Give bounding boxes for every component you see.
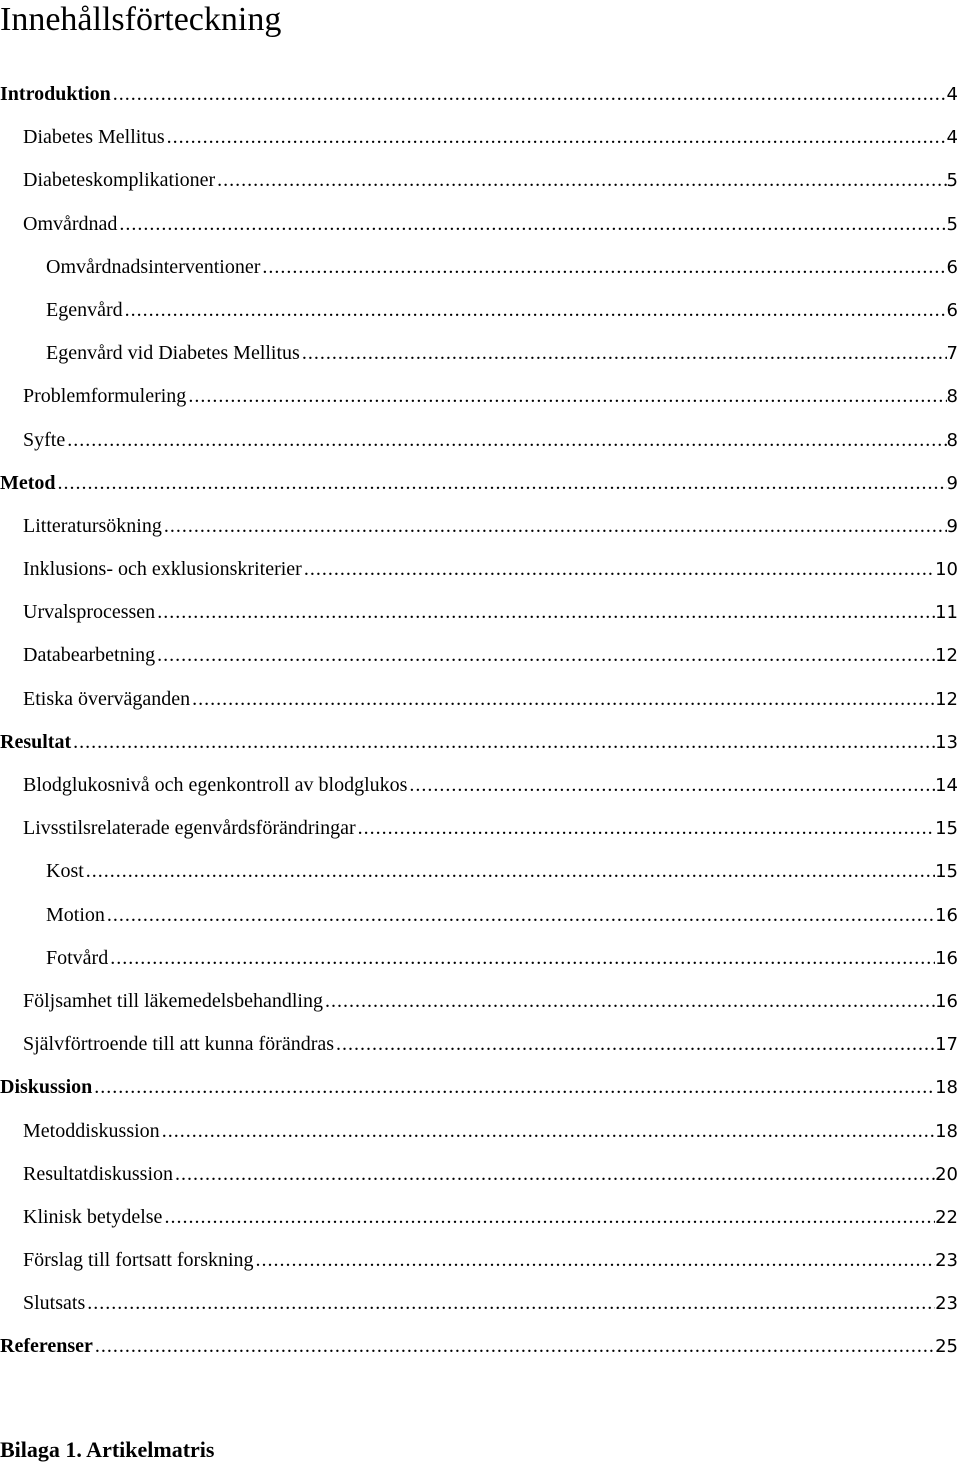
toc-entry-page-number[interactable]: 25 [935,1336,958,1358]
toc-entry-page-number[interactable]: 12 [935,645,958,667]
appendix-heading: Bilaga 1. Artikelmatris [0,1437,215,1462]
toc-entry-title[interactable]: Egenvård vid Diabetes Mellitus [46,342,300,365]
toc-entry-title[interactable]: Livsstilsrelaterade egenvårdsförändringar [23,817,356,840]
toc-dot-leader [173,1153,935,1196]
toc-entry[interactable] [0,807,960,850]
toc-entry[interactable] [0,116,960,159]
toc-entry-title[interactable]: Blodglukosnivå och egenkontroll av blodglukos [23,774,408,796]
toc-entry-page-number[interactable]: 13 [935,731,958,753]
toc-entry-title[interactable]: Etiska överväganden [23,687,191,710]
toc-entry-title[interactable]: Inklusions- och exklusionskriterier [23,558,302,581]
toc-entry[interactable] [0,332,960,375]
toc-entry-page-number[interactable]: 16 [935,947,958,969]
toc-dot-leader [85,1282,935,1325]
toc-entry-page-number[interactable]: 20 [935,1163,958,1185]
toc-entry[interactable] [0,73,960,116]
toc-entry-title[interactable]: Diabetes Mellitus [23,126,165,149]
toc-entry-title[interactable]: Slutsats [23,1292,86,1315]
toc-entry-title[interactable]: Problemformulering [23,385,187,408]
toc-entry[interactable] [0,375,960,418]
toc-entry[interactable] [0,1110,960,1153]
toc-entry[interactable] [0,246,960,289]
toc-entry[interactable] [0,678,960,721]
toc-entry-page-number[interactable]: 10 [935,559,958,581]
toc-dot-leader [105,894,935,937]
toc-entry-page-number[interactable]: 18 [935,1120,958,1142]
toc-dot-leader [92,1066,935,1109]
toc-entry-page-number[interactable]: 9 [946,472,958,494]
toc-dot-leader [186,375,946,418]
toc-entry-page-number[interactable]: 23 [935,1293,958,1315]
toc-entry-page-number[interactable]: 8 [946,386,958,408]
toc-entry-title[interactable]: Urvalsprocessen [23,601,156,624]
toc-dot-leader [356,807,935,850]
toc-entry-page-number[interactable]: 7 [946,343,958,365]
toc-entry-page-number[interactable]: 22 [935,1206,958,1228]
toc-entry-title[interactable]: Fotvård [46,946,109,969]
toc-entry-title[interactable]: Följsamhet till läkemedelsbehandling [23,989,323,1012]
toc-entry-title[interactable]: Diskussion [0,1076,93,1099]
toc-entry[interactable] [0,1239,960,1282]
toc-dot-leader [56,462,947,505]
toc-dot-leader [71,721,935,764]
page-title: Innehållsförteckning [0,1,282,38]
toc-dot-leader [93,1325,935,1368]
toc-entry[interactable] [0,548,960,591]
toc-entry[interactable] [0,203,960,246]
toc-entry-page-number[interactable]: 14 [935,775,958,796]
toc-entry-title[interactable]: Klinisk betydelse [23,1205,163,1228]
toc-dot-leader [155,591,935,634]
toc-entry-page-number[interactable]: 5 [946,213,958,235]
toc-entry-page-number[interactable]: 4 [946,127,958,149]
toc-entry-title[interactable]: Omvårdnadsinterventioner [46,255,261,278]
toc-dot-leader [123,289,947,332]
toc-dot-leader [254,1239,936,1282]
toc-entry[interactable] [0,505,960,548]
toc-entry-page-number[interactable]: 11 [935,602,958,624]
toc-entry-page-number[interactable]: 15 [935,818,958,840]
toc-entry-title[interactable]: Databearbetning [23,644,156,667]
toc-dot-leader [334,1023,935,1066]
toc-entry[interactable] [0,1066,960,1109]
toc-dot-leader [162,1196,935,1239]
toc-entry-page-number[interactable]: 23 [935,1250,958,1272]
toc-entry[interactable] [0,980,960,1023]
toc-entry-title[interactable]: Metoddiskussion [23,1119,160,1142]
toc-entry-title[interactable]: Resultat [0,730,72,753]
toc-dot-leader [117,203,946,246]
toc-entry[interactable] [0,462,960,505]
toc-entry[interactable] [0,419,960,462]
toc-dot-leader [323,980,935,1023]
toc-entry-title[interactable]: Metod [0,471,56,494]
toc-entry-title[interactable]: Förslag till fortsatt forskning [23,1249,254,1272]
toc-entry[interactable] [0,289,960,332]
toc-dot-leader [111,73,947,116]
toc-dot-leader [302,548,935,591]
toc-entry-page-number[interactable]: 5 [946,170,958,192]
toc-entry[interactable] [0,1196,960,1239]
toc-entry[interactable] [0,634,960,677]
toc-entry[interactable] [0,159,960,202]
toc-dot-leader [165,116,947,159]
toc-entry-page-number[interactable]: 15 [935,861,958,883]
toc-dot-leader [162,505,947,548]
toc-dot-leader [160,1110,935,1153]
toc-dot-leader [300,332,947,375]
toc-entry-page-number[interactable]: 4 [946,84,958,105]
toc-entry[interactable] [0,1023,960,1066]
toc-dot-leader [84,850,935,893]
toc-entry-page-number[interactable]: 16 [935,904,958,926]
toc-entry-title[interactable]: Resultatdiskussion [23,1162,174,1185]
toc-entry[interactable] [0,937,960,980]
toc-entry-title[interactable]: Omvårdnad [23,212,118,235]
table-of-contents [0,73,960,1369]
toc-entry-title[interactable]: Introduktion [0,83,111,105]
toc-entry-title[interactable]: Kost [46,860,84,883]
toc-entry-title[interactable]: Referenser [0,1335,93,1358]
toc-entry-page-number[interactable]: 18 [935,1077,958,1099]
toc-entry-title[interactable]: Egenvård [46,298,123,321]
toc-entry-page-number[interactable]: 9 [946,515,958,537]
toc-dot-leader [155,634,935,677]
toc-entry[interactable] [0,850,960,893]
toc-entry-page-number[interactable]: 12 [935,688,958,710]
toc-entry-page-number[interactable]: 6 [946,299,958,321]
toc-entry[interactable] [0,1282,960,1325]
toc-entry-title[interactable]: Diabeteskomplikationer [23,169,216,192]
toc-dot-leader [407,764,935,807]
toc-entry-page-number[interactable]: 17 [935,1034,958,1056]
toc-entry-page-number[interactable]: 6 [946,256,958,278]
toc-dot-leader [215,159,946,202]
toc-dot-leader [260,246,946,289]
toc-entry-title[interactable]: Självförtroende till att kunna förändras [23,1033,335,1056]
toc-entry-title[interactable]: Motion [46,903,105,926]
toc-entry[interactable] [0,764,960,807]
toc-dot-leader [190,678,935,721]
toc-dot-leader [108,937,935,980]
toc-entry[interactable] [0,894,960,937]
toc-entry-title[interactable]: Syfte [23,428,66,451]
toc-entry-page-number[interactable]: 8 [946,429,958,451]
toc-entry[interactable] [0,1325,960,1368]
toc-dot-leader [65,419,946,462]
toc-entry-title[interactable]: Litteratursökning [23,514,162,537]
toc-entry[interactable] [0,591,960,634]
toc-entry[interactable] [0,721,960,764]
toc-entry[interactable] [0,1153,960,1196]
toc-entry-page-number[interactable]: 16 [935,990,958,1012]
